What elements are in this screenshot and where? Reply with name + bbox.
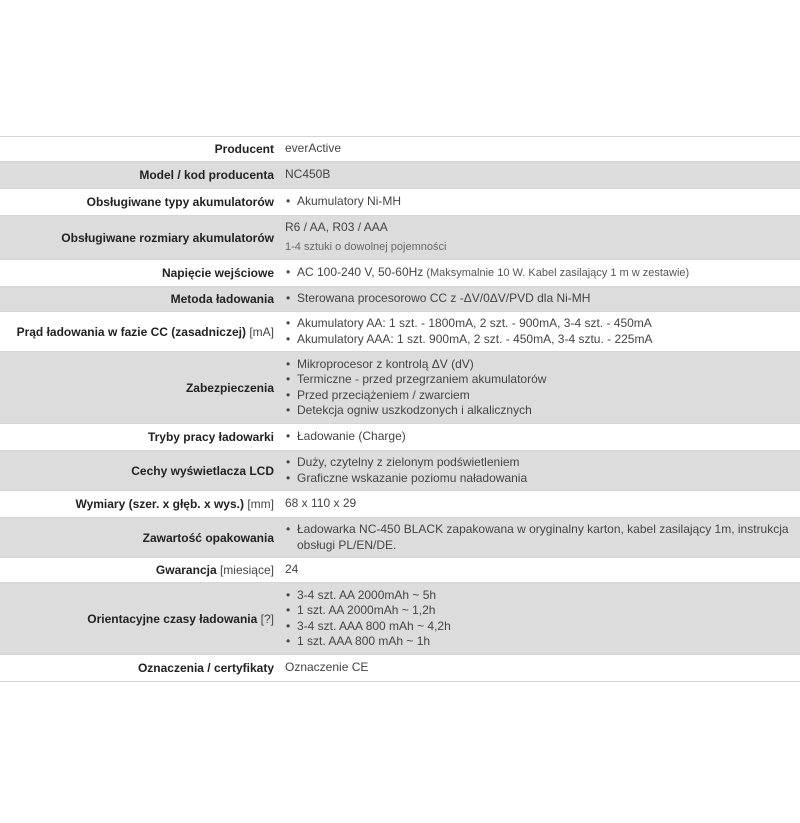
spec-value [278,260,800,287]
bullet-item [285,455,800,471]
bullet-item [285,603,800,619]
spec-label [0,287,278,312]
bullet-item-text: Akumulatory AAA: 1 szt. 900mA, 2 szt. - 450mA, 3-4 sztu. - 225mA [297,331,653,346]
bullet-item-text: Termiczne - przed przegrzaniem akumulatorów [297,372,547,386]
spec-value [278,424,800,451]
bullet-list [285,429,800,445]
spec-value-text: everActive [285,141,342,156]
spec-label [0,583,278,655]
spec-row [0,491,800,518]
spec-label-text: Prąd ładowania w fazie CC (zasadniczej) [16,324,246,339]
spec-row [0,655,800,682]
bullet-item [285,403,800,419]
spec-row [0,189,800,216]
spec-label [0,491,278,518]
spec-value [278,518,800,558]
bullet-item [285,357,800,373]
bullet-item-text: 3-4 szt. AA 2000mAh ~ 5h [297,587,437,602]
spec-label-text: Producent [214,142,274,156]
bullet-item [285,332,800,348]
spec-label-text: Zawartość opakowania [142,530,274,545]
specification-table [0,136,800,682]
spec-row [0,260,800,287]
spec-label [0,260,278,287]
spec-value [278,558,800,583]
spec-label [0,451,278,491]
spec-label-text: Model / kod producenta [139,168,274,182]
spec-unit: [miesiące] [219,563,274,577]
spec-row [0,424,800,451]
spec-label-text: Cechy wyświetlacza LCD [131,463,274,478]
bullet-item-text: Ładowarka NC-450 BLACK zapakowana w oryginalny karton, kabel zasilający 1m, instrukcja obsługi PL/EN/DE. [297,522,789,552]
spec-label [0,162,278,189]
spec-row [0,352,800,424]
spec-row [0,137,800,162]
bullet-item-text: Duży, czytelny z zielonym podświetleniem [297,455,520,469]
specification-rows [0,137,800,682]
spec-label [0,518,278,558]
bullet-item [285,388,800,404]
spec-label [0,558,278,583]
spec-label-text: Orientacyjne czasy ładowania [87,611,258,626]
spec-label-text: Tryby pracy ładowarki [147,430,274,444]
spec-label-text: Oznaczenia / certyfikaty [137,661,274,675]
spec-row [0,451,800,491]
spec-row [0,162,800,189]
bullet-item [285,588,800,604]
bullet-list [285,265,800,282]
spec-label-text: Zabezpieczenia [185,380,274,395]
spec-row [0,583,800,655]
bullet-item-text: AC 100-240 V, 50-60Hz [297,264,424,279]
spec-value [278,216,800,260]
spec-label [0,137,278,162]
spec-value-text: R6 / AA, R03 / AAA [285,220,388,234]
bullet-list [285,194,800,210]
spec-value-text: 68 x 110 x 29 [285,496,357,511]
spec-label-text: Napięcie wejściowe [161,266,274,280]
spec-value-text: Oznaczenie CE [285,660,369,675]
bullet-item [285,522,800,553]
bullet-item [285,372,800,388]
bullet-list [285,291,800,307]
bullet-item-text: Akumulatory Ni-MH [297,194,402,209]
spec-value [278,137,800,162]
spec-label [0,655,278,682]
spec-label [0,312,278,352]
bullet-list [285,316,800,347]
bullet-list [285,357,800,419]
bullet-item-text: 1 szt. AAA 800 mAh ~ 1h [297,634,431,648]
spec-label [0,352,278,424]
spec-label [0,424,278,451]
spec-label [0,189,278,216]
spec-row [0,216,800,260]
spec-value [278,655,800,682]
spec-row [0,518,800,558]
spec-value [278,162,800,189]
bullet-list [285,455,800,486]
bullet-item [285,265,800,282]
spec-label [0,216,278,260]
bullet-item [285,316,800,332]
value-note: 1-4 sztuki o dowolnej pojemności [285,240,447,253]
spec-value [278,451,800,491]
spec-value-text: NC450B [285,167,331,182]
bullet-item [285,634,800,650]
spec-row [0,312,800,352]
spec-unit: [?] [260,611,274,626]
spec-value-text: 24 [285,562,299,577]
spec-value [278,287,800,312]
spec-label-text: Wymiary (szer. x głęb. x wys.) [75,497,244,511]
spec-unit: [mA] [249,324,274,339]
bullet-item-text: Graficzne wskazanie poziomu naładowania [297,470,528,485]
spec-unit: [mm] [247,497,274,511]
spec-value [278,352,800,424]
bullet-item-text: 1 szt. AA 2000mAh ~ 1,2h [297,603,436,617]
spec-label-text: Obsługiwane typy akumulatorów [86,195,274,209]
bullet-item [285,429,800,445]
bullet-list [285,588,800,650]
spec-label-text: Gwarancja [155,563,217,577]
spec-value [278,189,800,216]
spec-label-text: Obsługiwane rozmiary akumulatorów [61,230,274,245]
bullet-item-text: 3-4 szt. AAA 800 mAh ~ 4,2h [297,618,451,633]
bullet-item-text: Mikroprocesor z kontrolą ΔV (dV) [297,356,474,371]
bullet-item-text: Przed przeciążeniem / zwarciem [297,387,470,402]
spec-row [0,558,800,583]
spec-label-text: Metoda ładowania [170,292,274,306]
spec-row [0,287,800,312]
bullet-item [285,471,800,487]
bullet-item [285,194,800,210]
bullet-item-text: Akumulatory AA: 1 szt. - 1800mA, 2 szt. - 900mA, 3-4 szt. - 450mA [297,316,652,330]
bullet-list [285,522,800,553]
value-note: (Maksymalnie 10 W. Kabel zasilający 1 m w zestawie) [426,266,690,279]
bullet-item [285,291,800,307]
spec-value [278,583,800,655]
bullet-item-text: Ładowanie (Charge) [297,429,406,444]
spec-value [278,312,800,352]
bullet-item-text: Sterowana procesorowo CC z -ΔV/0ΔV/PVD dla Ni-MH [297,291,591,306]
bullet-item-text: Detekcja ogniw uszkodzonych i alkalicznych [297,403,532,417]
bullet-item [285,619,800,635]
spec-value [278,491,800,518]
